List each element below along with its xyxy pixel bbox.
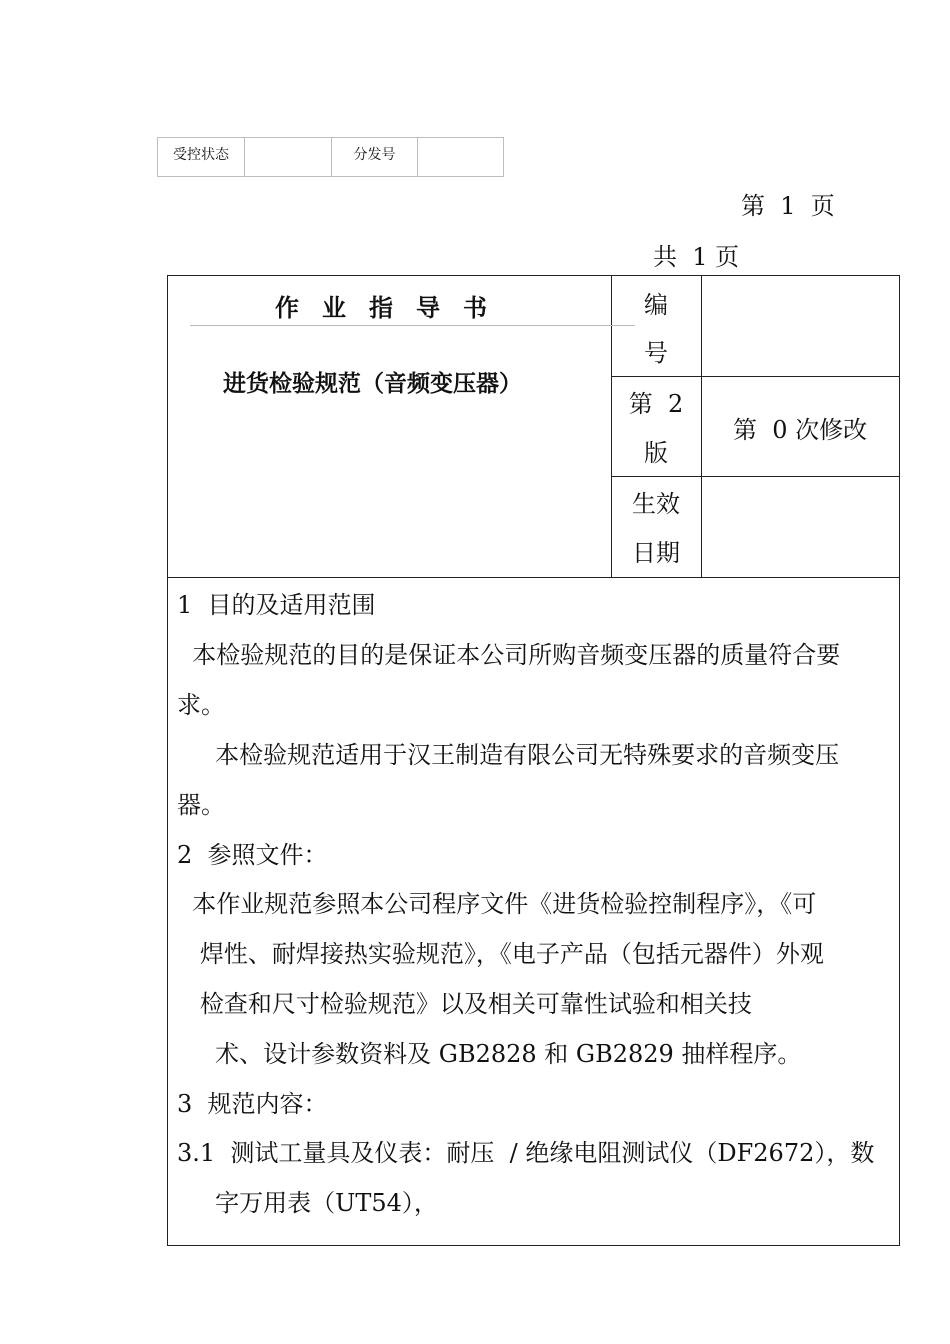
section-2-title: 2 参照文件：: [177, 841, 328, 869]
section-2-paragraph-line-1: 本作业规范参照本公司程序文件《进货检验控制程序》，《可: [177, 890, 817, 918]
control-status-value: [245, 138, 332, 177]
section-2-paragraph-line-3: 检查和尺寸检验规范》以及相关可靠性试验和相关技: [177, 990, 752, 1018]
title-rule: [190, 325, 635, 326]
version-label-line1: 第 2: [628, 390, 684, 418]
effective-date-value: [702, 477, 899, 577]
effective-label-line1: 生效: [632, 490, 680, 518]
page-number: 第 1 页: [741, 192, 835, 220]
page-total: 共 1 页: [653, 243, 740, 271]
section-3-1-line-1: 3.1 测试工量具及仪表：耐压 / 绝缘电阻测试仪（DF2672），数: [177, 1139, 875, 1167]
section-1-paragraph-1-line-2: 求。: [177, 691, 225, 719]
document-type-title: 作业指导书: [275, 293, 510, 322]
section-1-paragraph-2-line-1: 本检验规范适用于汉王制造有限公司无特殊要求的音频变压: [177, 741, 840, 769]
distribution-number-value: [418, 138, 504, 177]
section-1-paragraph-1-line-1: 本检验规范的目的是保证本公司所购音频变压器的质量符合要: [177, 641, 841, 669]
control-status-label: 受控状态: [158, 138, 245, 177]
number-value: [702, 276, 899, 376]
header-bottom-divider: [167, 577, 900, 578]
distribution-number-label: 分发号: [332, 138, 418, 177]
version-label-line2: 版: [644, 439, 668, 467]
section-2-paragraph-line-2: 焊性、耐焊接热实验规范》，《电子产品（包括元器件）外观: [177, 940, 824, 968]
number-label-line1: 编: [644, 291, 668, 319]
section-3-1-line-2: 字万用表（UT54），: [177, 1189, 438, 1217]
section-1-paragraph-2-line-2: 器。: [177, 791, 225, 819]
document-name: 进货检验规范（音频变压器）: [223, 370, 522, 397]
section-1-title: 1 目的及适用范围: [177, 591, 376, 619]
revision-number: 第 0 次修改: [733, 416, 868, 444]
effective-label-line2: 日期: [632, 539, 680, 567]
number-label-line2: 号: [644, 339, 668, 367]
control-table: [157, 137, 504, 177]
section-3-title: 3 规范内容：: [177, 1090, 328, 1118]
section-2-paragraph-line-4: 术、设计参数资料及 GB2828 和 GB2829 抽样程序。: [177, 1040, 802, 1068]
